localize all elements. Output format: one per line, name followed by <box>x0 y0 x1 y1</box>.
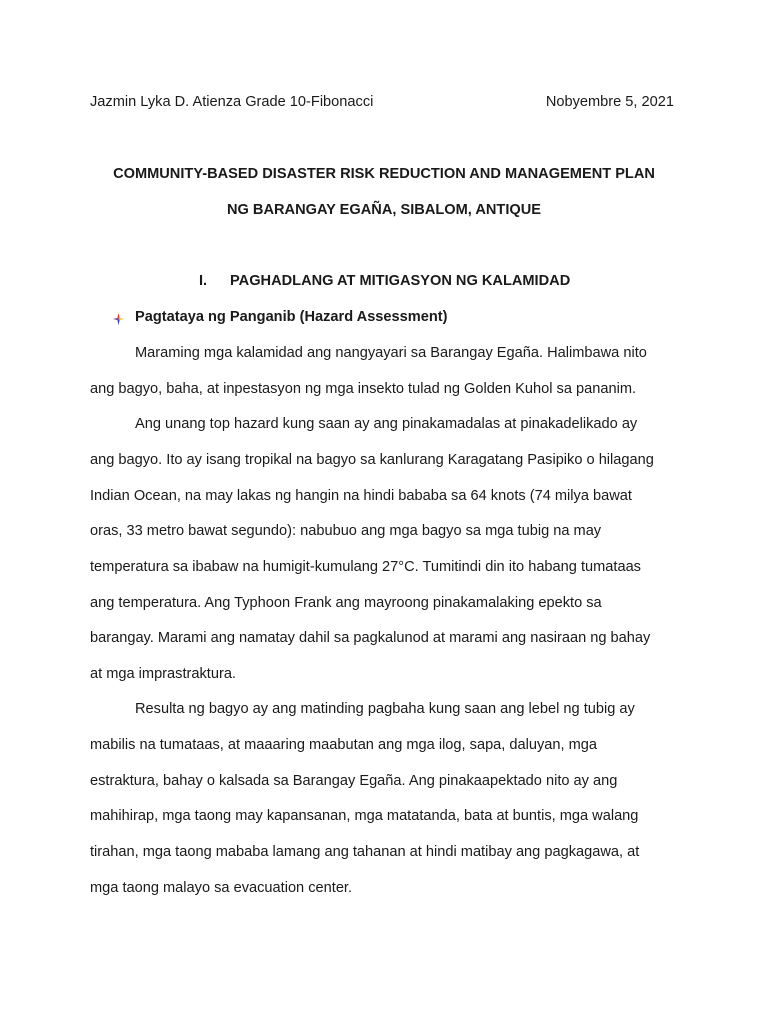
document-title-line-2: NG BARANGAY EGAÑA, SIBALOM, ANTIQUE <box>226 202 542 218</box>
section-heading <box>199 271 570 291</box>
paragraph-line: barangay. Marami ang namatay dahil sa pagkalunod at marami ang nasiraan ng bahay <box>90 630 651 646</box>
author-line: Jazmin Lyka D. Atienza Grade 10-Fibonacci <box>90 94 374 110</box>
four-point-star-bullet-icon <box>113 311 124 323</box>
subsection-title: Pagtataya ng Panganib (Hazard Assessment) <box>135 309 448 325</box>
paragraph-line: mga taong malayo sa evacuation center. <box>90 880 353 896</box>
paragraph-line: Ang unang top hazard kung saan ay ang pinakamadalas at pinakadelikado ay <box>135 416 638 432</box>
document-date: Nobyembre 5, 2021 <box>545 94 674 110</box>
paragraph-line: tirahan, mga taong mababa lamang ang tahanan at hindi matibay ang pagkagawa, at <box>90 844 640 860</box>
paragraph-line: temperatura sa ibabaw na humigit-kumulang 27°C. Tumitindi din ito habang tumataas <box>90 559 641 575</box>
section-number: I. <box>199 273 208 289</box>
paragraph-line: mabilis na tumataas, at maaaring maabutan ang mga ilog, sapa, daluyan, mga <box>90 737 598 753</box>
paragraph-line: Resulta ng bagyo ay ang matinding pagbaha kung saan ang lebel ng tubig ay <box>135 701 635 717</box>
paragraph-line: estraktura, bahay o kalsada sa Barangay Egaña. Ang pinakaapektado nito ay ang <box>90 773 618 789</box>
section-title: PAGHADLANG AT MITIGASYON NG KALAMIDAD <box>230 273 571 289</box>
paragraph-line: oras, 33 metro bawat segundo): nabubuo ang mga bagyo sa mga tubig na may <box>90 523 602 539</box>
paragraph-line: ang temperatura. Ang Typhoon Frank ang mayroong pinakamalaking epekto sa <box>90 595 602 611</box>
paragraph-line: ang bagyo, baha, at inpestasyon ng mga insekto tulad ng Golden Kuhol sa pananim. <box>90 381 637 397</box>
document-title-line-1: COMMUNITY-BASED DISASTER RISK REDUCTION AND MANAGEMENT PLAN <box>113 166 655 182</box>
paragraph-line: ang bagyo. Ito ay isang tropikal na bagyo sa kanlurang Karagatang Pasipiko o hilagang <box>90 452 654 468</box>
paragraph-line: at mga imprastraktura. <box>90 666 236 682</box>
paragraph-line: Indian Ocean, na may lakas ng hangin na hindi bababa sa 64 knots (74 milya bawat <box>90 488 632 504</box>
document-header <box>90 92 674 112</box>
paragraph-line: Maraming mga kalamidad ang nangyayari sa Barangay Egaña. Halimbawa nito <box>135 345 647 361</box>
paragraph-line: mahihirap, mga taong may kapansanan, mga matatanda, bata at buntis, mga walang <box>90 808 639 824</box>
subsection-heading <box>113 307 448 327</box>
